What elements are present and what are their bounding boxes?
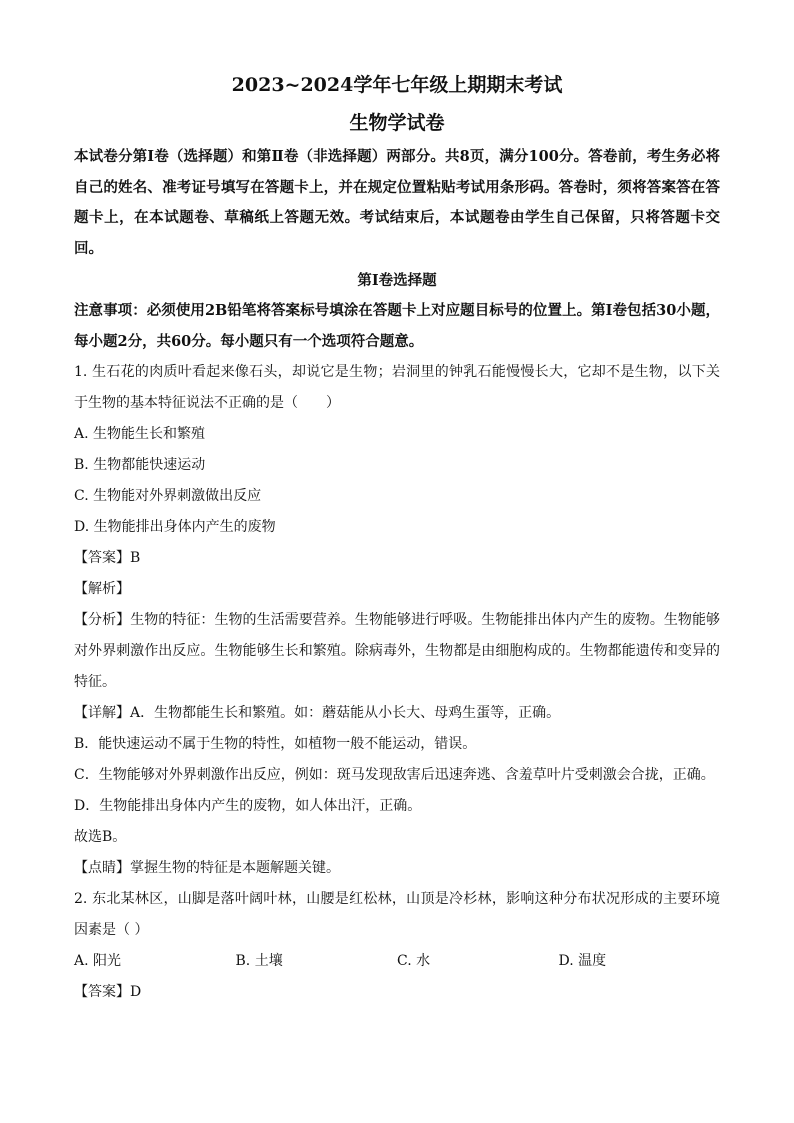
question-2-option-c: C. 水 (397, 953, 431, 969)
question-1-option-c: C. 生物能对外界刺激做出反应 (74, 488, 262, 504)
question-2-option-d: D. 温度 (558, 953, 607, 969)
exam-subtitle: 生物学试卷 (349, 112, 445, 134)
section-heading: 第Ⅰ卷选择题 (357, 272, 437, 289)
question-1-analysis-tag: 【解析】 (74, 581, 130, 597)
question-1-fenxi (74, 605, 720, 698)
exam-title: 2023~2024学年七年级上期期末考试 (231, 74, 563, 96)
xiangjie-a-text: A．生物都能生长和繁殖。如：蘑菇能从小长大、母鸡生蛋等，正确。 (130, 705, 561, 721)
question-2-option-a: A. 阳光 (74, 953, 122, 969)
dianjing-tag: 【点睛】 (74, 860, 130, 876)
answer-tag-2: 【答案】 (74, 984, 130, 1000)
question-2-options (74, 946, 720, 977)
question-2-option-b: B. 土壤 (235, 953, 283, 969)
question-1-conclusion: 故选B。 (74, 829, 127, 845)
question-1-stem: 1. 生石花的肉质叶看起来像石头，却说它是生物；岩洞里的钟乳石能慢慢长大，它却不是生物，以下关于生物的基本特征说法不正确的是（ ） (74, 364, 720, 411)
question-2-stem: 2. 东北某林区，山脚是落叶阔叶林，山腰是红松林，山顶是冷杉林，影响这种分布状况形成的主要环境因素是（ ） (74, 891, 720, 938)
fenxi-tag: 【分析】 (74, 612, 131, 628)
section-notice: 注意事项：必须使用2B铅笔将答案标号填涂在答题卡上对应题目标号的位置上。第Ⅰ卷包括30小题，每小题2分，共60分。每小题只有一个选项符合题意。 (74, 302, 720, 350)
question-1-answer (74, 543, 720, 574)
answer-tag: 【答案】 (74, 550, 130, 566)
question-2-answer (74, 977, 720, 1008)
question-1-xiangjie-c: C．生物能够对外界刺激作出反应，例如：斑马发现敌害后迅速奔逃、含羞草叶片受刺激会合拢，正确。 (74, 767, 715, 783)
xiangjie-tag: 【详解】 (74, 705, 130, 721)
question-1-option-b: B. 生物都能快速运动 (74, 457, 206, 473)
question-1-option-a: A. 生物能生长和繁殖 (74, 426, 206, 442)
exam-instructions: 本试卷分第Ⅰ卷（选择题）和第Ⅱ卷（非选择题）两部分。共8页，满分100分。答卷前，考生务必将自己的姓名、准考证号填写在答题卡上，并在规定位置粘贴考试用条形码。答卷时，须将答案答在答题卡上，在本试题卷、草稿纸上答题无效。考试结束后，本试题卷由学生自己保留，只将答题卡交回。 (74, 148, 720, 257)
question-1-xiangjie-d: D．生物能排出身体内产生的废物，如人体出汗，正确。 (74, 798, 422, 814)
question-1-dianjing (74, 853, 720, 884)
answer-value-2: D (130, 984, 142, 1000)
question-1-option-d: D. 生物能排出身体内产生的废物 (74, 519, 276, 535)
question-1-xiangjie-b: B．能快速运动不属于生物的特性，如植物一般不能运动，错误。 (74, 736, 477, 752)
question-1-xiangjie-a (74, 698, 720, 729)
fenxi-text: 生物的特征：生物的生活需要营养。生物能够进行呼吸。生物能排出体内产生的废物。生物能够对外界刺激作出反应。生物能够生长和繁殖。除病毒外，生物都是由细胞构成的。生物都能遗传和变异的特征。 (74, 612, 721, 690)
answer-value: B (130, 550, 141, 566)
dianjing-text: 掌握生物的特征是本题解题关键。 (130, 860, 340, 876)
